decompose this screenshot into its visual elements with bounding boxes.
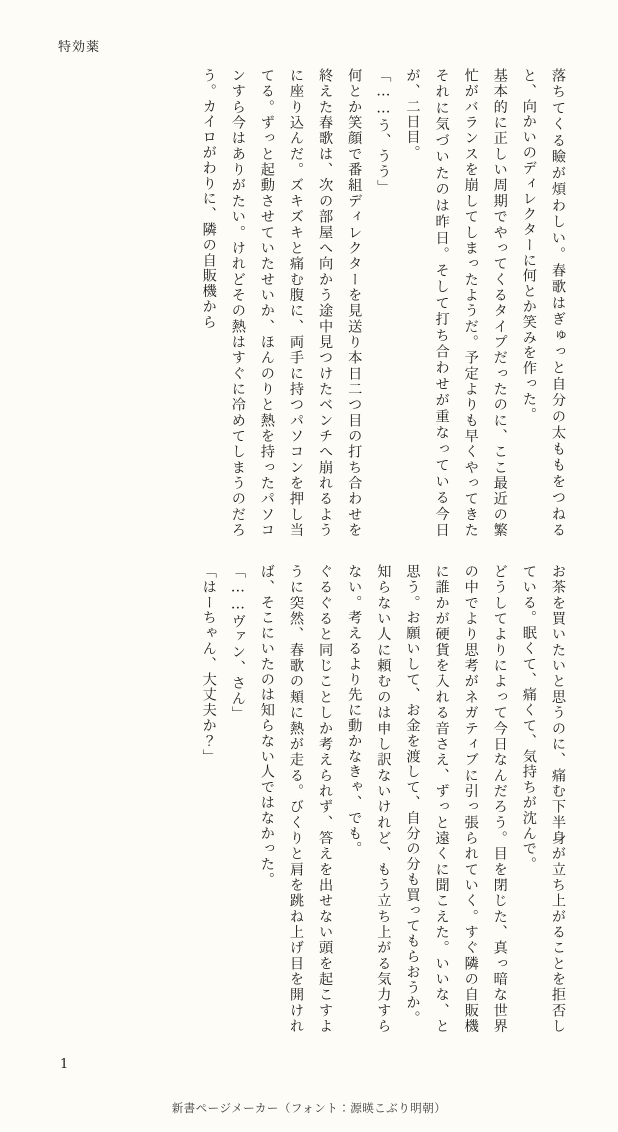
paragraph: 「はーちゃん、大丈夫か？」 — [200, 564, 217, 765]
paragraph: 基本的に正しい周期でやってくるタイプだったのに、ここ最近の繁忙がバランスを崩してしまったようだ。予定よりも早くやってきたそれに気づいたのは昨日。そして打ち合わせが重なっている今日が、二日目。 — [404, 68, 508, 538]
paragraph: 「……う、うう」 — [375, 68, 392, 195]
paragraph: 知らない人に頼むのは申し訳ないけれど、もう立ち上がる気力すらない。考えるより先に動かなきゃ、でも。 — [346, 564, 392, 1034]
paragraph: どうしてよりによって今日なんだろう。目を閉じた、真っ暗な世界の中でより思考がネガティブに引っ張られていく。すぐ隣の自販機に誰かが硬貨を入れる音さえ、ずっと遠くに聞こえた。いいな、と思う。お願いして、お金を渡して、自分の分も買ってもらおうか。 — [404, 564, 508, 1034]
paragraph: ぐるぐると同じことしか考えられず、答えを出せない頭を起こすように突然、春歌の頬に熱が走る。びくりと肩を跳ね上げ目を開ければ、そこにいたのは知らない人ではなかった。 — [258, 564, 334, 1034]
paragraph: 「……ヴァン、さん」 — [229, 564, 246, 722]
text-block-upper — [194, 68, 572, 538]
paragraph: 何とか笑顔で番組ディレクターを見送り本日二つ目の打ち合わせを終えた春歌は、次の部屋へ向かう途中見つけたベンチへ崩れるように座り込んだ。ズキズキと痛む腹に、両手に持つパソコンを押し当てる。ずっと起動させていたせいか、ほんのりと熱を持ったパソコンすら今はありがたい。けれどその熱はすぐに冷めてしまうのだろう。カイロがわりに、隣の自販機から — [200, 68, 363, 538]
text-block-lower — [46, 564, 572, 1034]
body-area — [46, 68, 572, 1036]
page-title: 特効薬 — [58, 40, 101, 55]
paragraph: 落ちてくる瞼が煩わしい。春歌はぎゅっと自分の太ももをつねると、向かいのディレクターに何とか笑みを作った。 — [520, 68, 566, 538]
footer-credit: 新書ページメーカー（フォント：源暎こぶり明朝） — [171, 1101, 447, 1115]
paragraph: お茶を買いたいと思うのに、痛む下半身が立ち上がることを拒否している。眠くて、痛くて、気持ちが沈んで。 — [520, 564, 566, 1034]
page-number: 1 — [60, 1057, 69, 1072]
